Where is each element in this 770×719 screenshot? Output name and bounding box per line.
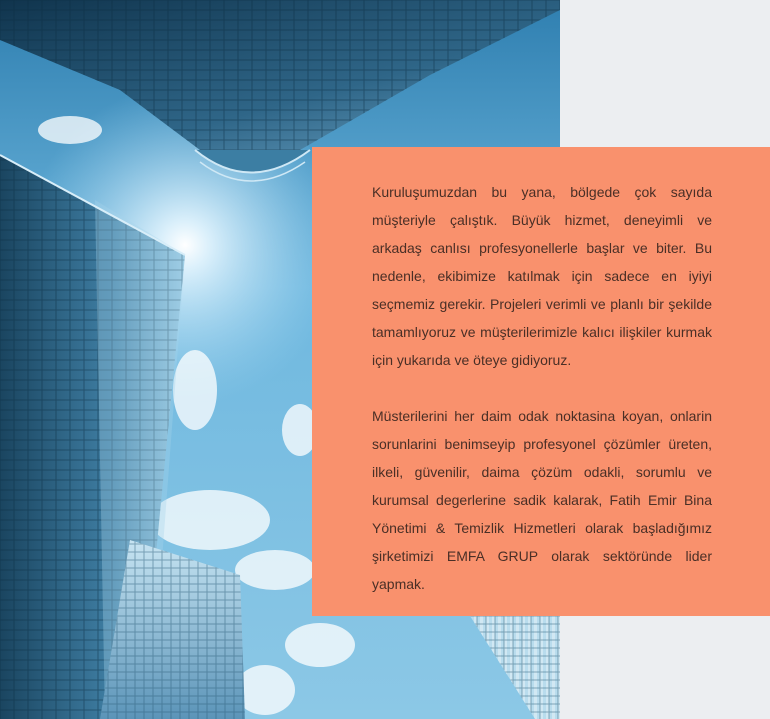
about-paragraph-2: Müsterilerini her daim odak noktasina koyan, onlarin sorunlarini benimseyip profesyonel çözümler üreten, ilkeli, güvenilir, daima çözüm odakli, sorumlu ve kurumsal degerlerine sadik kalarak, Fatih Emir Bina Yönetimi & Temizlik Hizmetleri olarak başladığımız şirketimizi EMFA GRUP olarak sektöründe lider yapmak. [372,408,712,592]
about-paragraph-1: Kuruluşumuzdan bu yana, bölgede çok sayıda müşteriyle çalıştık. Büyük hizmet, deneyimli ve arkadaş canlısı profesyonellerle başlar ve biter. Bu nedenle, ekibimize katılmak için sadece en iyiyi seçmemiz gerekir. Projeleri verimli ve planlı bir şekilde tamamlıyoruz ve müşterilerimizle kalıcı ilişkiler kurmak için yukarıda ve öteye gidiyoruz. [372,184,712,368]
about-text-panel [312,147,770,616]
